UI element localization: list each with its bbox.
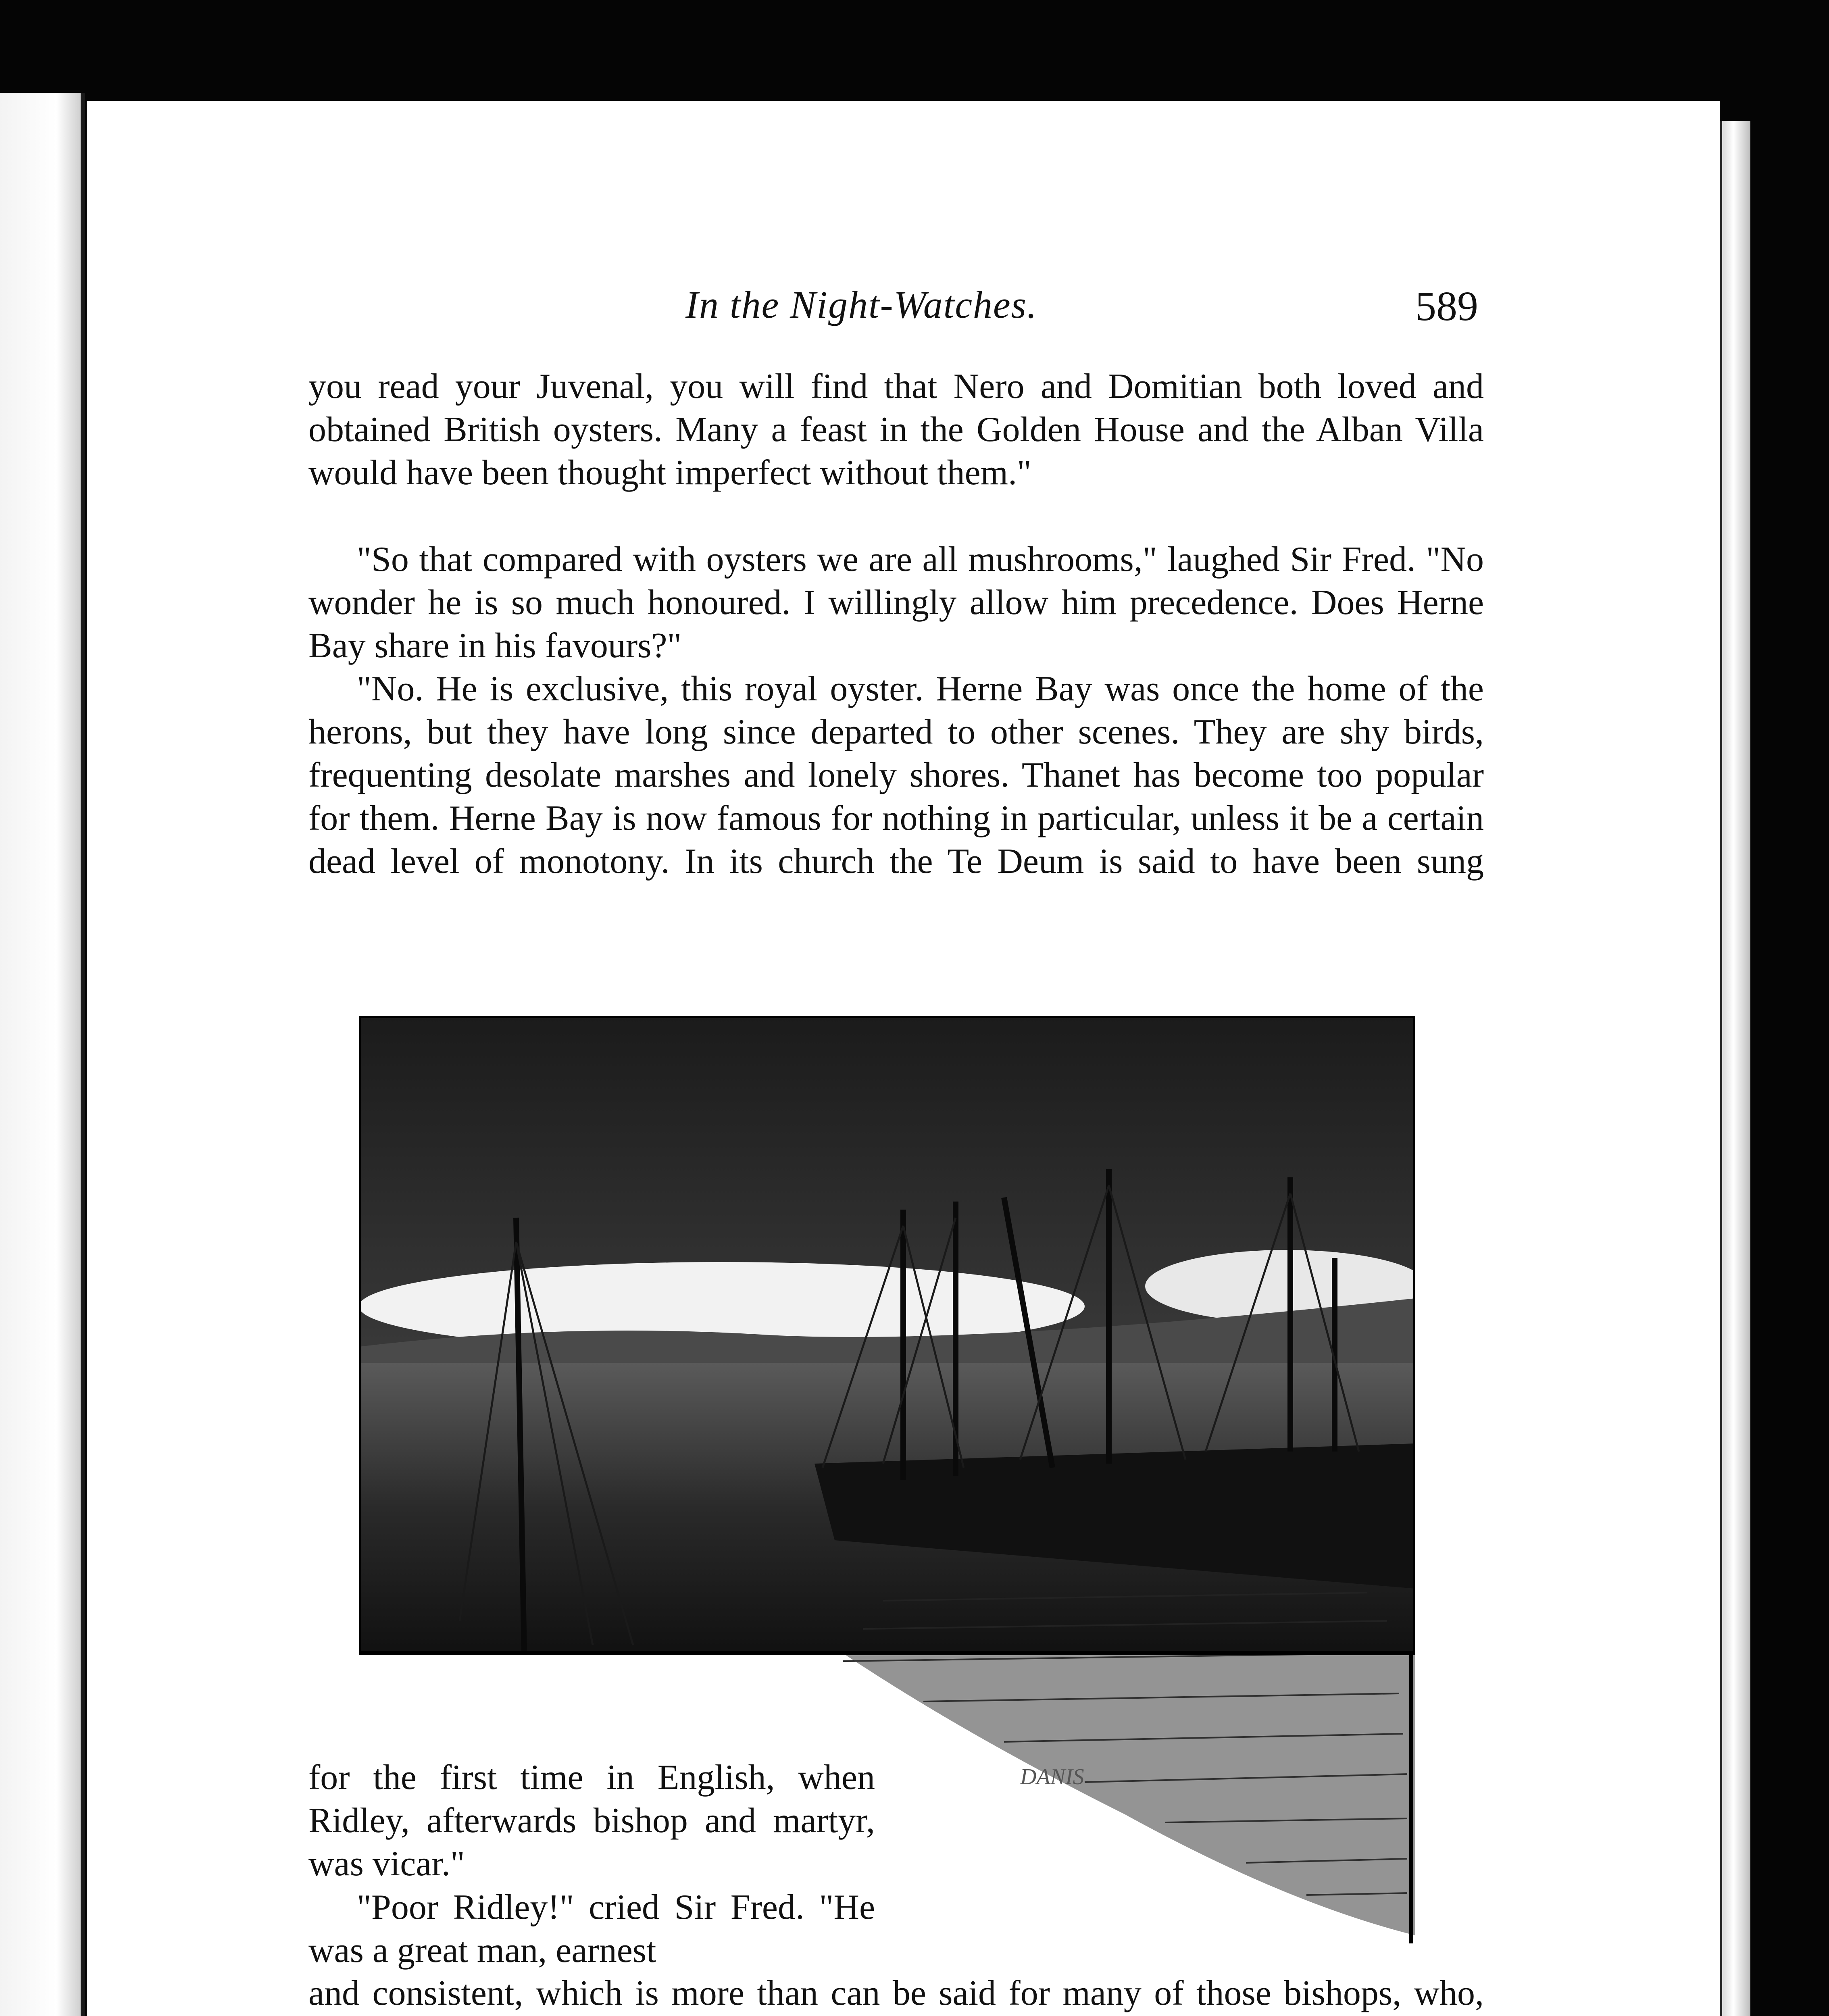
paragraph-continuation: you read your Juvenal, you will find that Nero and Domitian both loved and obtained British oysters. Many a feast in the Golden House and the Alban Villa would have been thought imperfect without them." bbox=[308, 367, 1484, 492]
paragraph-sir-fred-mushrooms: "So that compared with oysters we are all mushrooms," laughed Sir Fred. "No wonder he is so much honoured. I willingly allow him precedence. Does Herne Bay share in his favours?" bbox=[308, 540, 1484, 665]
page-edge-stack bbox=[1720, 121, 1750, 2016]
paragraph-poor-ridley-rest: and consistent, which is more than can be said for many of those bishops, who, bbox=[308, 1974, 1484, 2013]
artist-signature: DANIS bbox=[1020, 1764, 1084, 1789]
paragraph-ridley-vicar: for the first time in English, when Ridley, afterwards bishop and martyr, was vicar." bbox=[308, 1758, 875, 1883]
running-title: In the Night-Watches. bbox=[685, 283, 1037, 326]
paragraph-poor-ridley-start: "Poor Ridley!" cried Sir Fred. "He was a great man, earnest bbox=[308, 1888, 875, 1970]
paragraph-royal-oyster: "No. He is exclusive, this royal oyster. Herne Bay was once the home of the herons, but they have long since departed to other scenes. They are shy birds, frequenting desolate marshes and lonely shores. Thanet has become too popular for them. Herne Bay is now famous for nothing in particular, unless it be a certain dead level of monotony. In its church the Te Deum is said to have been sung bbox=[308, 669, 1484, 881]
page-number: 589 bbox=[1415, 283, 1478, 329]
facing-page-edge bbox=[0, 93, 85, 2016]
